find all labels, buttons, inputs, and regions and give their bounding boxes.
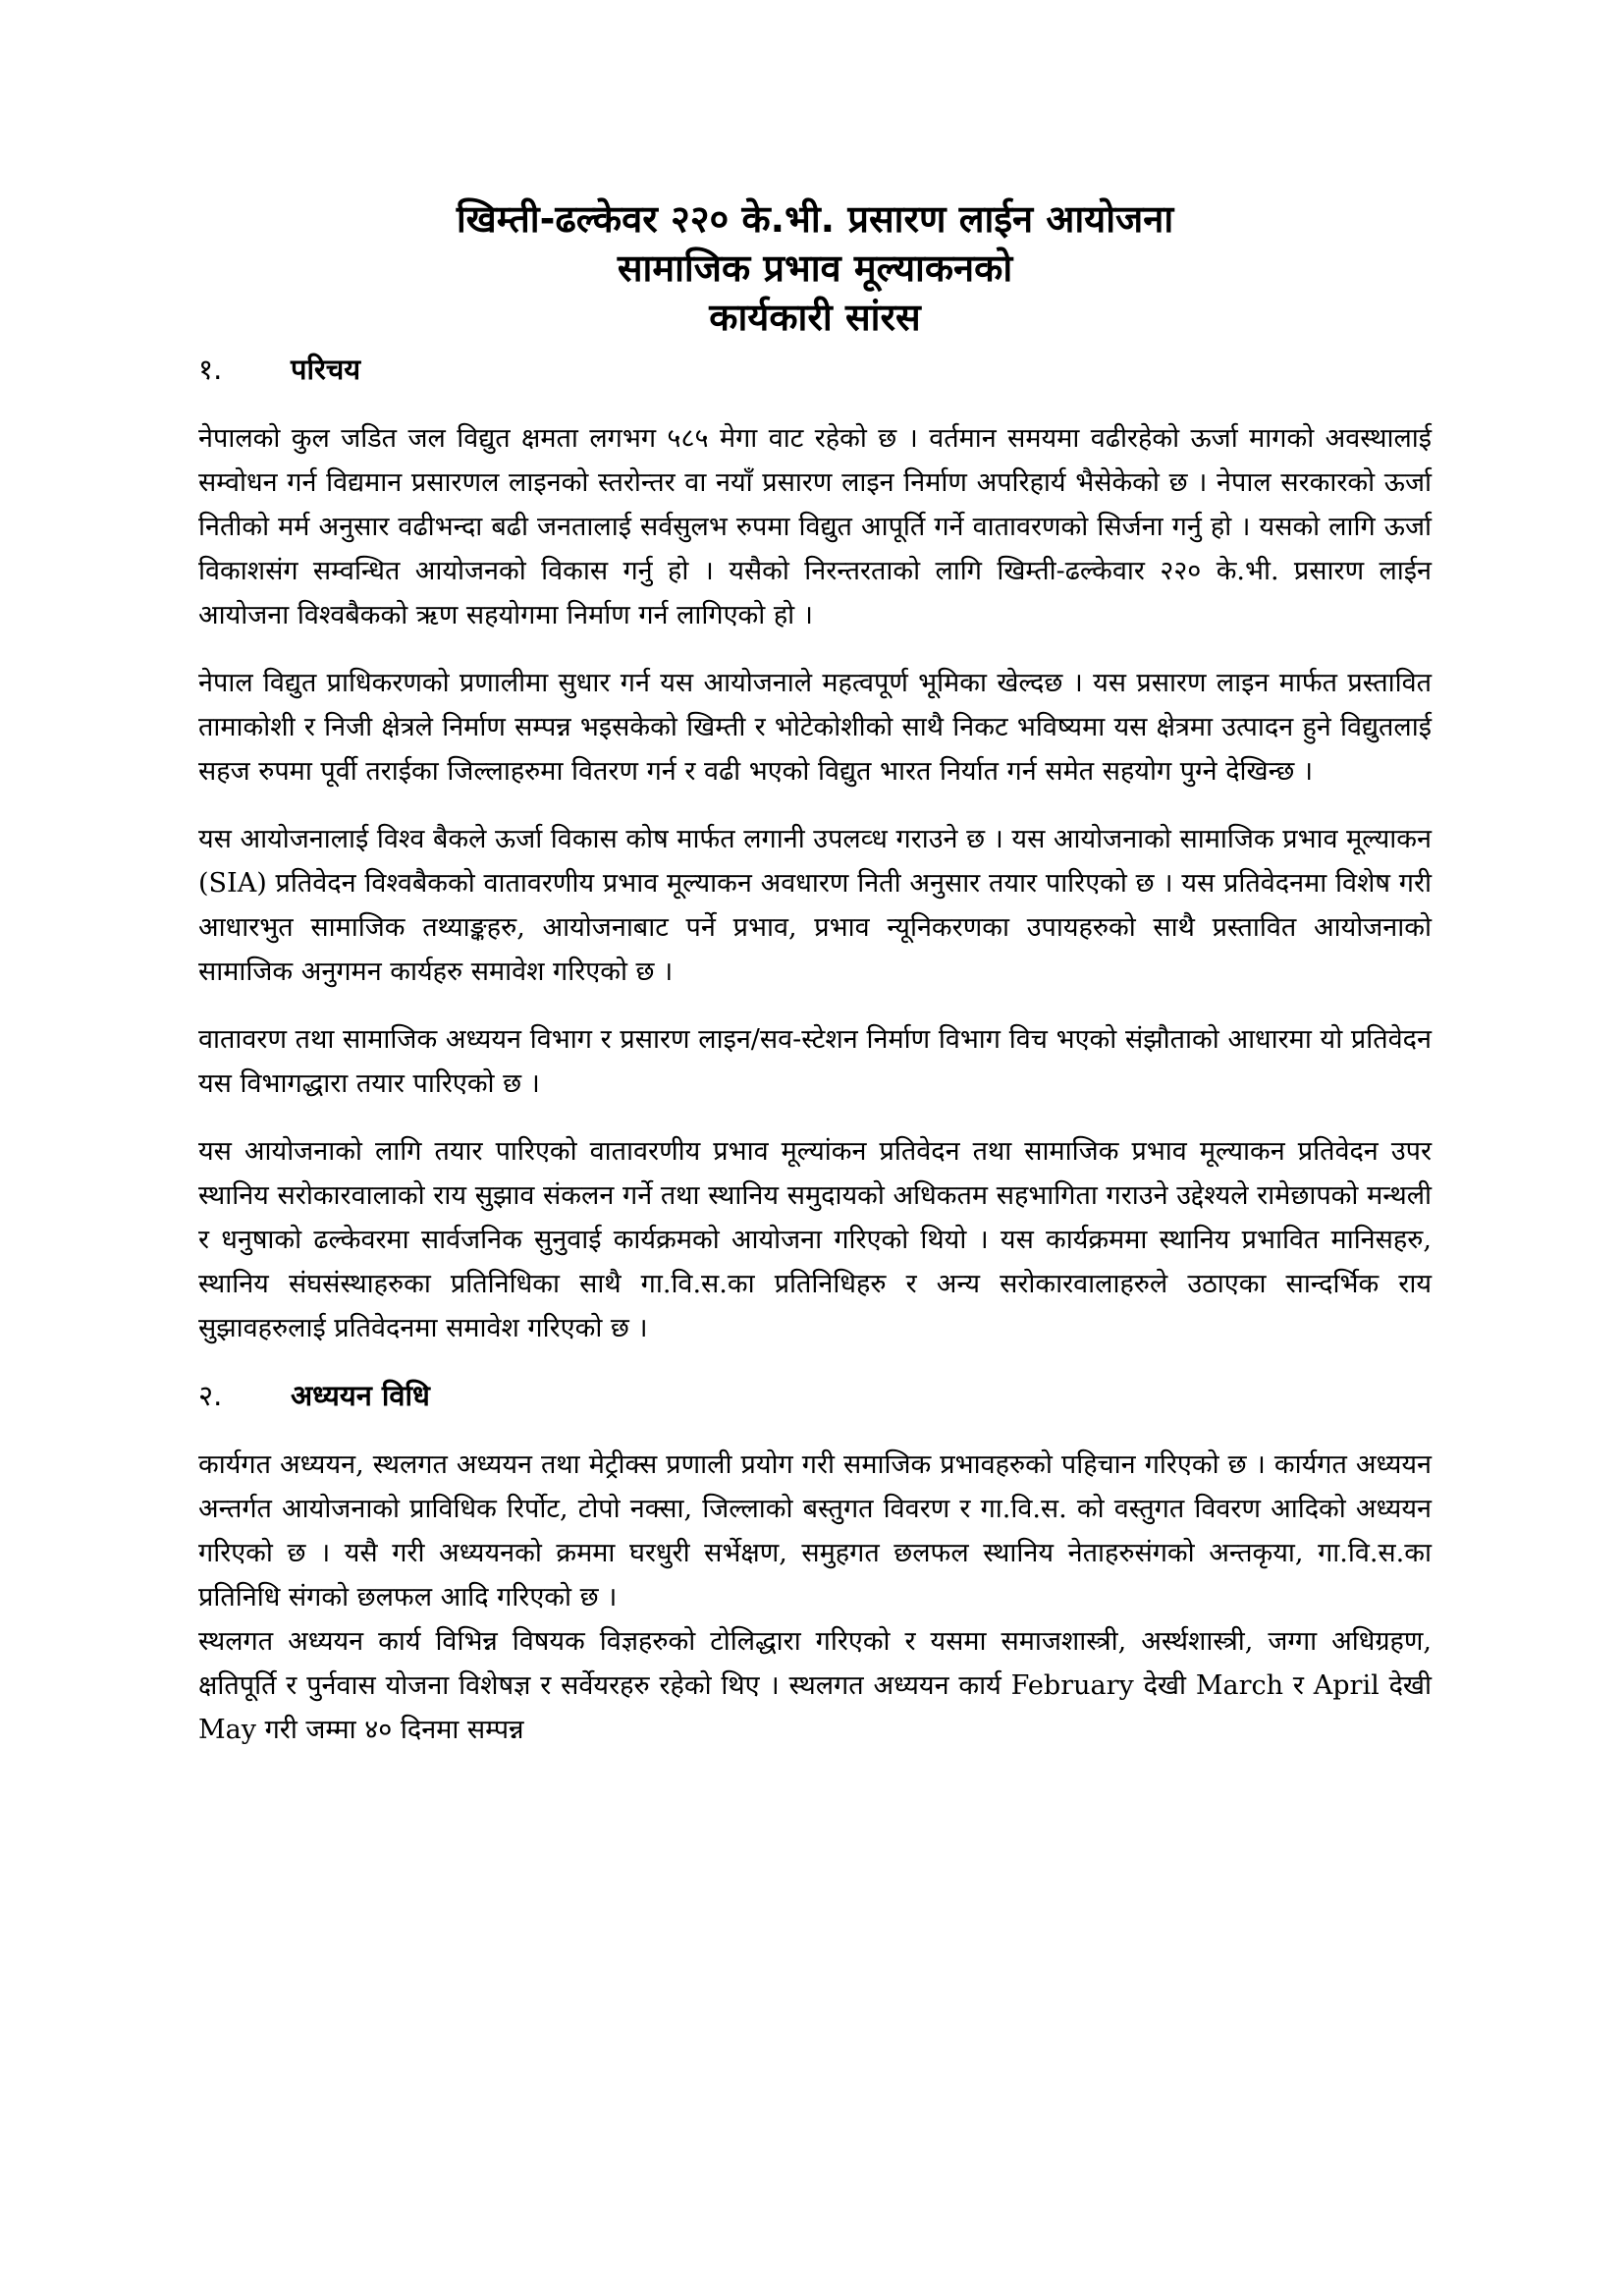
title-line-1: खिम्ती-ढल्केवर २२० के.भी. प्रसारण लाईन आयोजना: [456, 197, 1174, 241]
paragraph: कार्यगत अध्ययन, स्थलगत अध्ययन तथा मेट्रीक्स प्रणाली प्रयोग गरी समाजिक प्रभावहरुको पहिचान गरिएको छ । कार्यगत अध्ययन अन्तर्गत आयोजनाको प्राविधिक रिर्पोट, टोपो नक्सा, जिल्लाको बस्तुगत विवरण र गा.वि.स. को वस्तुगत विवरण आदिको अध्ययन गरिएको छ । यसै गरी अध्ययनको क्रममा घरधुरी सर्भेक्षण, समुहगत छलफल स्थानिय नेताहरुसंगको अन्तकृया, गा.वि.स.का प्रतिनिधि संगको छलफल आदि गरिएको छ ।: [198, 1449, 1432, 1613]
paragraph: यस आयोजनालाई विश्व बैकले ऊर्जा विकास कोष मार्फत लगानी उपलव्ध गराउने छ । यस आयोजनाको सामाजिक प्रभाव मूल्याकन (SIA) प्रतिवेदन विश्वबैकको वातावरणीय प्रभाव मूल्याकन अवधारण निती अनुसार तयार पारिएको छ । यस प्रतिवेदनमा विशेष गरी आधारभुत सामाजिक तथ्याङ्कहरु, आयोजनाबाट पर्ने प्रभाव, प्रभाव न्यूनिकरणका उपायहरुको साथै प्रस्तावित आयोजनाको सामाजिक अनुगमन कार्यहरु समावेश गरिएको छ ।: [198, 824, 1433, 987]
section-number: १.: [198, 353, 223, 386]
section-title: परिचय: [291, 353, 361, 386]
section-title: अध्ययन विधि: [291, 1379, 430, 1412]
paragraph: यस आयोजनाको लागि तयार पारिएको वातावरणीय प्रभाव मूल्यांकन प्रतिवेदन तथा सामाजिक प्रभाव मूल्याकन प्रतिवेदन उपर स्थानिय सरोकारवालाको राय सुझाव संकलन गर्ने तथा स्थानिय समुदायको अधिकतम सहभागिता गराउने उद्देश्यले रामेछापको मन्थली र धनुषाको ढल्केवरमा सार्वजनिक सुनुवाई कार्यक्रमको आयोजना गरिएको थियो । यस कार्यक्रममा स्थानिय प्रभावित मानिसहरु, स्थानिय संघसंस्थाहरुका प्रतिनिधिका साथै गा.वि.स.का प्रतिनिधिहरु र अन्य सरोकारवालाहरुले उठाएका सान्दर्भिक राय सुझावहरुलाई प्रतिवेदनमा समावेश गरिएको छ ।: [198, 1136, 1432, 1343]
paragraph: वातावरण तथा सामाजिक अध्ययन विभाग र प्रसारण लाइन/सव-स्टेशन निर्माण विभाग विच भएको संझौताको आधारमा यो प्रतिवेदन यस विभागद्धारा तयार पारिएको छ ।: [198, 1024, 1432, 1099]
title-line-3: कार्यकारी सांरस: [709, 296, 921, 339]
document-title: [198, 194, 1432, 342]
paragraph: नेपालको कुल जडित जल विद्युत क्षमता लगभग ५८५ मेगा वाट रहेको छ । वर्तमान समयमा वढीरहेको ऊर्जा मागको अवस्थालाई सम्वोधन गर्न विद्यमान प्रसारणल लाइनको स्तरोन्तर वा नयाँ प्रसारण लाइन निर्माण अपरिहार्य भैसेकेको छ । नेपाल सरकारको ऊर्जा नितीको मर्म अनुसार वढीभन्दा बढी जनतालाई सर्वसुलभ रुपमा विद्युत आपूर्ति गर्ने वातावरणको सिर्जना गर्नु हो । यसको लागि ऊर्जा विकाशसंग सम्वन्धित आयोजनको विकास गर्नु हो । यसैको निरन्तरताको लागि खिम्ती-ढल्केवार २२० के.भी. प्रसारण लाईन आयोजना विश्वबैकको ऋण सहयोगमा निर्माण गर्न लागिएको हो ।: [198, 423, 1432, 630]
paragraph: नेपाल विद्युत प्राधिकरणको प्रणालीमा सुधार गर्न यस आयोजनाले महत्वपूर्ण भूमिका खेल्दछ । यस प्रसारण लाइन मार्फत प्रस्तावित तामाकोशी र निजी क्षेत्रले निर्माण सम्पन्न भइसकेको खिम्ती र भोटेकोशीको साथै निकट भविष्यमा यस क्षेत्रमा उत्पादन हुने विद्युतलाई सहज रुपमा पूर्वी तराईका जिल्लाहरुमा वितरण गर्न र वढी भएको विद्युत भारत निर्यात गर्न समेत सहयोग पुग्ने देखिन्छ ।: [198, 668, 1432, 787]
title-line-2: सामाजिक प्रभाव मूल्याकनको: [617, 246, 1013, 290]
section-heading-introduction: [198, 348, 1432, 391]
paragraph: स्थलगत अध्ययन कार्य विभिन्न विषयक विज्ञहरुको टोलिद्धारा गरिएको र यसमा समाजशास्त्री, अर्स्थशास्त्री, जग्गा अधिग्रहण, क्षतिपूर्ति र पुर्नवास योजना विशेषज्ञ र सर्वेयरहरु रहेको थिए । स्थलगत अध्ययन कार्य February देखी March र April देखी May गरी जम्मा ४० दिनमा सम्पन्न: [198, 1626, 1432, 1745]
section-number: २.: [198, 1379, 223, 1412]
section-heading-methodology: [198, 1374, 1432, 1417]
